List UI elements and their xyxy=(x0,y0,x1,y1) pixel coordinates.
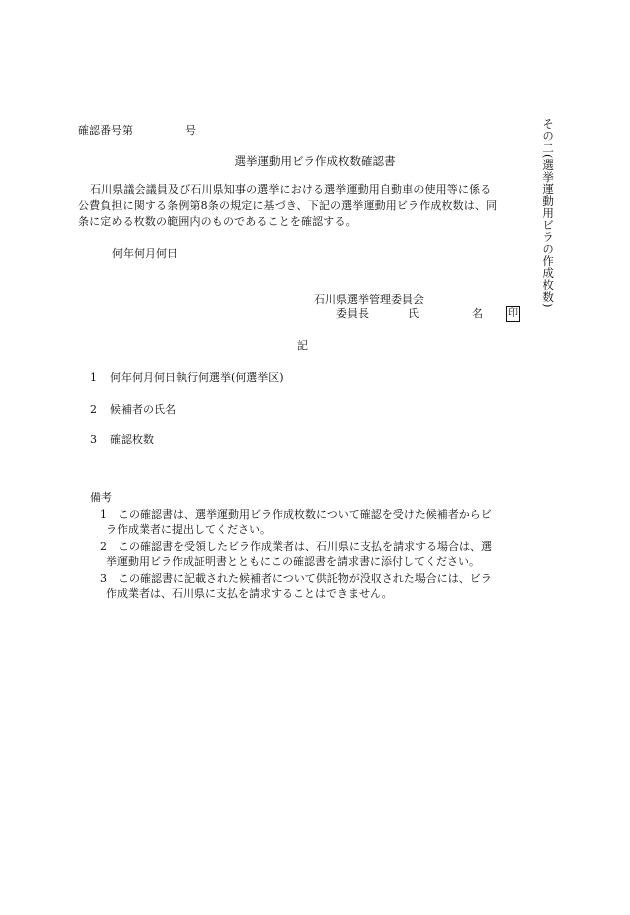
notes-heading: 備考 xyxy=(90,491,112,504)
body-line: 条に定める枚数の範囲内のものであることを確認する。 xyxy=(78,215,357,228)
issuer-name: 石川県選挙管理委員会 xyxy=(314,293,424,306)
note-item xyxy=(78,571,538,601)
note-text: この確認書を受領したビラ作成業者は、石川県に支払を請求する場合は、選 xyxy=(118,540,492,553)
note-text: この確認書に記載された候補者について供託物が没収された場合には、ビラ xyxy=(118,572,492,585)
issue-date: 何年何月何日 xyxy=(112,247,178,260)
list-item xyxy=(90,402,176,417)
confirm-number-prefix: 確認番号第 xyxy=(78,124,133,137)
item-text: 候補者の氏名 xyxy=(110,403,176,416)
document-title: 選挙運動用ビラ作成枚数確認書 xyxy=(234,154,396,168)
note-number: 2 xyxy=(100,540,107,553)
item-number: 2 xyxy=(90,403,97,416)
note-text-continued: 挙運動用ビラ作成証明書とともにこの確認書を請求書に添付してください。 xyxy=(106,555,480,568)
item-number: 3 xyxy=(90,433,97,446)
body-line: 公費負担に関する条例第8条の規定に基づき、下記の選挙運動用ビラ作成枚数は、同 xyxy=(78,199,498,212)
name-label-2: 名 xyxy=(472,307,483,320)
signer-line xyxy=(336,306,520,322)
list-item xyxy=(90,370,284,385)
item-text: 確認枚数 xyxy=(110,433,154,446)
confirmation-number xyxy=(78,123,196,138)
note-text: この確認書は、選挙運動用ビラ作成枚数について確認を受けた候補者からビ xyxy=(118,508,492,521)
name-label-1: 氏 xyxy=(408,307,419,320)
note-text-continued: ラ作成業者に提出してください。 xyxy=(106,523,271,536)
side-note: その二(選挙運動用ビラの作成枚数) xyxy=(541,118,556,308)
item-text: 何年何月何日執行何選挙(何選挙区) xyxy=(110,371,284,384)
note-item xyxy=(78,539,538,569)
note-item xyxy=(78,507,538,537)
body-line: 石川県議会議員及び石川県知事の選挙における選挙運動用自動車の使用等に係る xyxy=(90,183,492,196)
item-number: 1 xyxy=(90,371,97,384)
note-number: 3 xyxy=(100,572,107,585)
note-text-continued: 作成業者は、石川県に支払を請求することはできません。 xyxy=(106,587,393,600)
note-number: 1 xyxy=(100,508,107,521)
signer-role: 委員長 xyxy=(336,307,369,320)
seal-box: 印 xyxy=(506,306,520,322)
list-item xyxy=(90,432,154,447)
ki-marker: 記 xyxy=(297,339,308,352)
body-paragraph xyxy=(78,182,528,230)
confirm-number-suffix: 号 xyxy=(185,124,196,137)
